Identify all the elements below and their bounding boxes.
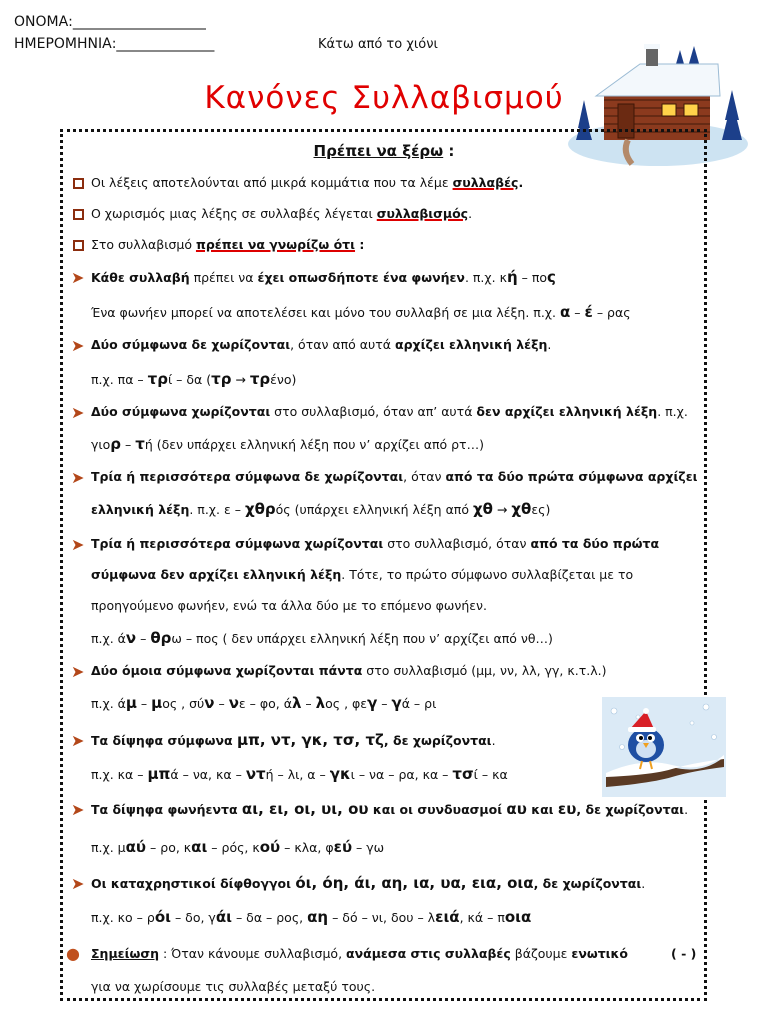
checkbox-bullet-icon <box>73 178 84 189</box>
rule-one-example: Ένα φωνήεν μπορεί να αποτελέσει και μόνο του συλλαβή σε μια λέξη. π.χ. α – έ – ρας <box>91 303 631 321</box>
rule-three-example: γιορ – τή (δεν υπάρχει ελληνική λέξη που ν’ αρχίζει από ρτ…) <box>91 435 484 453</box>
rule-six-example: π.χ. άμ – μος , σύν – νε – φο, άλ – λος , φεγ – γά – ρι <box>91 694 437 712</box>
checkbox-bullet-icon <box>73 209 84 220</box>
rule-two-consonants-not-split: Δύο σύμφωνα δε χωρίζονται, όταν από αυτά αρχίζει ελληνική λέξη. <box>91 337 552 352</box>
arrow-bullet-icon: ➤ <box>71 874 85 893</box>
bullet-must-know: Στο συλλαβισμό πρέπει να γνωρίζω ότι : <box>91 237 365 252</box>
arrow-bullet-icon: ➤ <box>71 468 85 487</box>
rule-eight-example: π.χ. μαύ – ρο, και – ρός, κού – κλα, φεύ – γω <box>91 838 385 856</box>
rule-one-vowel: Κάθε συλλαβή πρέπει να έχει οπωσδήποτε ένα φωνήεν. π.χ. κή – πος <box>91 268 556 286</box>
worksheet-subtitle: Κάτω από το χιόνι <box>318 37 438 52</box>
bullet-syllabification-definition: Ο χωρισμός μιας λέξης σε συλλαβές λέγεται συλλαβισμός. <box>91 206 473 221</box>
rule-seven-example: π.χ. κα – μπά – να, κα – ντή – λι, α – γκι – να – ρα, κα – τσί – κα <box>91 765 508 783</box>
rule-improper-diphthongs: Οι καταχρηστικοί δίφθογγοι όι, όη, άι, αη, ια, υα, εια, οια, δε χωρίζονται. <box>91 874 646 892</box>
rule-two-consonants-split: Δύο σύμφωνα χωρίζονται στο συλλαβισμό, όταν απ’ αυτά δεν αρχίζει ελληνική λέξη. π.χ. <box>91 404 688 419</box>
arrow-bullet-icon: ➤ <box>71 535 85 554</box>
hyphen-symbol: ( - ) <box>671 946 697 961</box>
date-line: ΗΜΕΡΟΜΗΝΙΑ:______________ <box>14 36 215 52</box>
note-line-two: για να χωρίσουμε τις συλλαβές μεταξύ τους. <box>91 979 376 994</box>
rule-five-line-three: προηγούμενο φωνήεν, ενώ τα άλλα δύο με το επόμενο φωνήεν. <box>91 598 487 613</box>
arrow-bullet-icon: ➤ <box>71 336 85 355</box>
checkbox-bullet-icon <box>73 240 84 251</box>
rule-three-consonants-split: Τρία ή περισσότερα σύμφωνα χωρίζονται στο συλλαβισμό, όταν από τα δύο πρώτα <box>91 536 660 551</box>
note-line: Σημείωση : Όταν κάνουμε συλλαβισμό, ανάμεσα στις συλλαβές βάζουμε ενωτικό <box>91 946 629 961</box>
rule-digraph-vowels: Τα δίψηφα φωνήεντα αι, ει, οι, υι, ου και οι συνδυασμοί αυ και ευ, δε χωρίζονται. <box>91 800 689 818</box>
rule-four-example: ελληνική λέξη. π.χ. ε – χθρός (υπάρχει ελληνική λέξη από χθ → χθες) <box>91 500 551 518</box>
dot-bullet-icon: ● <box>66 944 80 963</box>
arrow-bullet-icon: ➤ <box>71 662 85 681</box>
winter-bird-illustration <box>602 697 726 797</box>
page-title: Κανόνες Συλλαβισμού <box>204 80 564 116</box>
rule-five-example: π.χ. άν – θρω – πος ( δεν υπάρχει ελληνική λέξη που ν’ αρχίζει από νθ…) <box>91 629 553 647</box>
rule-two-example: π.χ. πα – τρί – δα (τρ → τρένο) <box>91 370 297 388</box>
arrow-bullet-icon: ➤ <box>71 268 85 287</box>
rule-nine-example: π.χ. κο – ρόι – δο, γάι – δα – ρος, αη – δό – νι, δου – λειά, κά – ποια <box>91 908 532 926</box>
rule-digraph-consonants: Τα δίψηφα σύμφωνα μπ, ντ, γκ, τσ, τζ, δε χωρίζονται. <box>91 731 496 749</box>
rules-frame <box>60 129 707 1001</box>
rule-five-line-two: σύμφωνα δεν αρχίζει ελληνική λέξη. Τότε, το πρώτο σύμφωνο συλλαβίζεται με το <box>91 567 634 582</box>
arrow-bullet-icon: ➤ <box>71 403 85 422</box>
arrow-bullet-icon: ➤ <box>71 731 85 750</box>
arrow-bullet-icon: ➤ <box>71 800 85 819</box>
rule-double-consonants: Δύο όμοια σύμφωνα χωρίζονται πάντα στο συλλαβισμό (μμ, νν, λλ, γγ, κ.τ.λ.) <box>91 663 607 678</box>
bullet-words-syllables: Οι λέξεις αποτελούνται από μικρά κομμάτια που τα λέμε συλλαβές. <box>91 175 524 190</box>
rule-three-consonants-not-split: Τρία ή περισσότερα σύμφωνα δε χωρίζονται, όταν από τα δύο πρώτα σύμφωνα αρχίζει <box>91 469 698 484</box>
name-line: ΟΝΟΜΑ:___________________ <box>14 14 206 30</box>
section-heading: Πρέπει να ξέρω : <box>313 142 455 160</box>
